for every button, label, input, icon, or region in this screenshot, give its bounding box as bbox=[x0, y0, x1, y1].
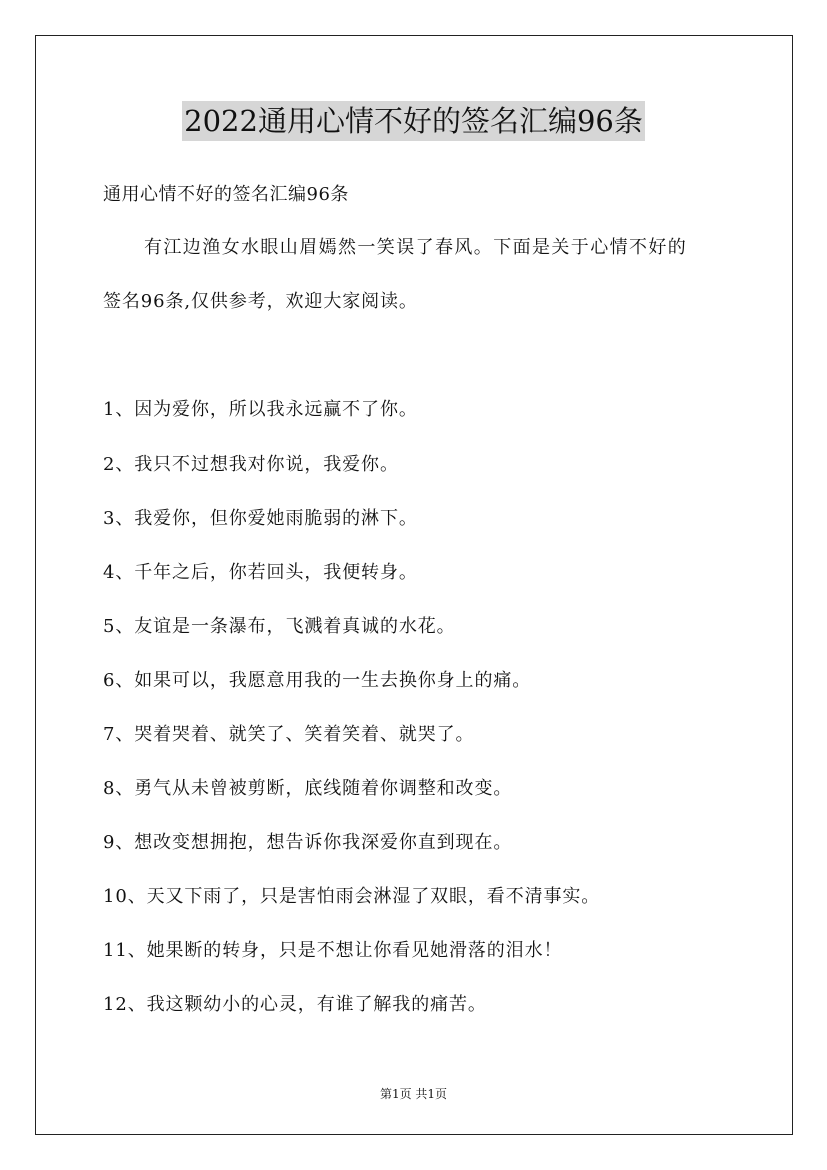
list-item: 5、友谊是一条瀑布，飞溅着真诚的水花。 bbox=[103, 616, 456, 637]
list-item: 6、如果可以，我愿意用我的一生去换你身上的痛。 bbox=[103, 670, 532, 691]
list-item: 8、勇气从未曾被剪断，底线随着你调整和改变。 bbox=[103, 778, 513, 799]
list-item: 7、哭着哭着、就笑了、笑着笑着、就哭了。 bbox=[103, 724, 475, 745]
list-item: 10、天又下雨了，只是害怕雨会淋湿了双眼，看不清事实。 bbox=[103, 886, 601, 907]
document-title: 2022通用心情不好的签名汇编96条 bbox=[182, 101, 645, 141]
document-subtitle: 通用心情不好的签名汇编96条 bbox=[103, 184, 349, 205]
intro-paragraph-line-1: 有江边渔女水眼山眉嫣然一笑误了春风。下面是关于心情不好的 bbox=[144, 237, 688, 258]
list-item: 2、我只不过想我对你说，我爱你。 bbox=[103, 454, 399, 475]
list-item: 4、千年之后，你若回头，我便转身。 bbox=[103, 562, 418, 583]
intro-paragraph-line-2: 签名96条,仅供参考，欢迎大家阅读。 bbox=[103, 291, 418, 312]
title-container bbox=[0, 101, 827, 141]
list-item: 9、想改变想拥抱，想告诉你我深爱你直到现在。 bbox=[103, 832, 513, 853]
list-item: 3、我爱你，但你爱她雨脆弱的淋下。 bbox=[103, 508, 418, 529]
list-item: 12、我这颗幼小的心灵，有谁了解我的痛苦。 bbox=[103, 994, 487, 1015]
list-item: 11、她果断的转身，只是不想让你看见她滑落的泪水！ bbox=[103, 940, 563, 961]
list-item: 1、因为爱你，所以我永远赢不了你。 bbox=[103, 399, 418, 420]
page-footer: 第1页 共1页 bbox=[379, 1087, 448, 1101]
